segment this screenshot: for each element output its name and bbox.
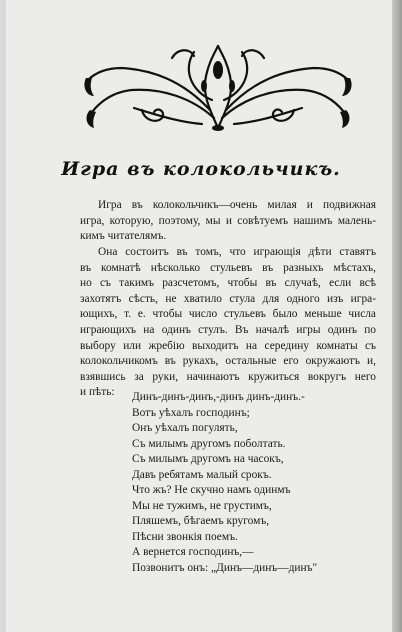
poem (132, 390, 317, 576)
paragraph-1 (80, 198, 376, 245)
poem-line: А вернется господинъ,— (132, 546, 254, 558)
poem-line: Съ милымъ другомъ поболтать. (132, 437, 286, 450)
text-line: колокольчикомъ въ рукахъ, остальные его окружаютъ и, (80, 355, 376, 368)
poem-line: Онъ уѣхалъ погулять, (132, 422, 238, 434)
poem-line: Пляшемъ, бѣгаемъ кругомъ, (132, 515, 270, 527)
text-line: кимъ читателямъ. (80, 230, 167, 243)
text-line: захотятъ сѣсть, не хватило стула для одного изъ игра- (80, 292, 376, 305)
text-line: игра, которую, поэтому, мы и совѣтуемъ нашимъ малень- (80, 214, 376, 227)
poem-line: Мы не тужимъ, не грустимъ, (132, 499, 272, 512)
text-line: играющихъ на одинъ стулъ. Въ началѣ игры одинъ по (80, 323, 376, 336)
text-line: но съ такимъ разсчетомъ, чтобы въ случаѣ, если всѣ (80, 277, 376, 290)
text-line: Игра въ колокольчикъ—очень милая и подвижная (98, 199, 376, 211)
poem-line: Позвонитъ онъ: „Динъ—динъ—динъ" (132, 561, 318, 574)
text-line: и пѣть: (80, 386, 115, 399)
text-line: въ комнатѣ нѣсколько стульевъ въ разныхъ мѣстахъ, (80, 261, 376, 274)
floral-ornament-icon (82, 40, 354, 132)
text-line: взявшись за руки, начинаютъ кружиться вокругъ него (80, 370, 376, 383)
poem-line: Что жъ? Не скучно намъ одинмъ (132, 484, 291, 496)
page-title: Игра въ колокольчикъ. (61, 158, 341, 180)
poem-line: Пѣсни звонкія поемъ. (132, 530, 238, 543)
text-line: Она состоитъ въ томъ, что играющія дѣти ставятъ (98, 246, 376, 258)
poem-line: Вотъ уѣхалъ господинъ; (132, 406, 250, 419)
poem-line: Съ милымъ другомъ на часокъ, (132, 453, 284, 465)
text-line: выбору или жребію выходитъ на середину комнаты съ (80, 339, 376, 352)
poem-line: Давъ ребятамъ малый срокъ. (132, 468, 272, 481)
text-line: ющихъ, т. е. чтобы число стульевъ было меньше числа (80, 308, 376, 321)
page-edge-shadow (392, 0, 402, 632)
paragraph-2 (80, 245, 376, 401)
poem-line: Динъ-динъ-динъ,-динъ динъ-динъ.- (132, 391, 305, 403)
